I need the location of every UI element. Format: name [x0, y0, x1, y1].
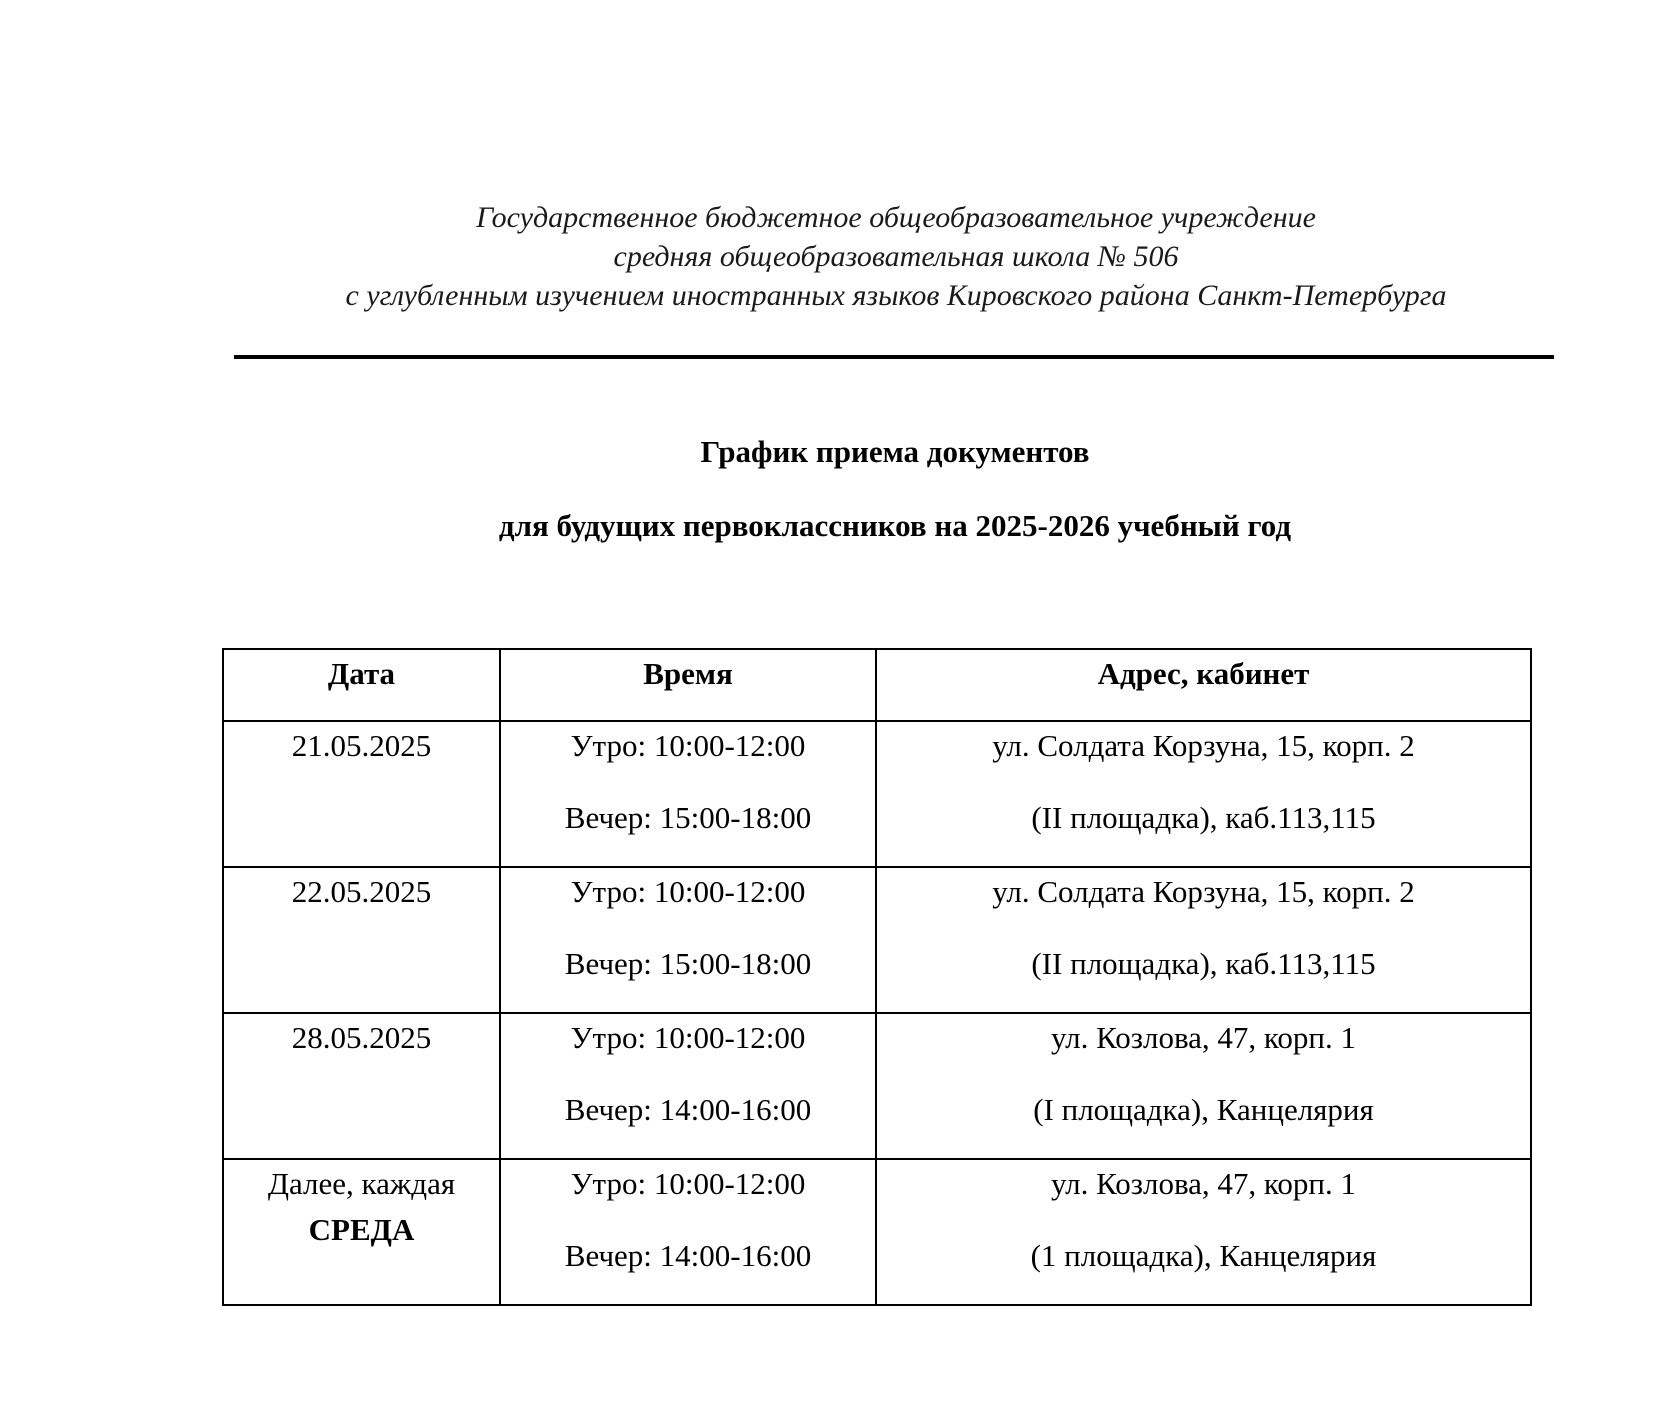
date-value: Далее, каждая [267, 1166, 456, 1201]
table-row [223, 867, 1531, 1013]
evening-time: Вечер: 14:00-16:00 [564, 1092, 812, 1127]
address-cell [876, 1159, 1531, 1305]
document-subtitle: для будущих первоклассников на 2025-2026 учебный год [498, 508, 1292, 543]
date-value: 28.05.2025 [291, 1020, 432, 1055]
time-cell [500, 1013, 876, 1159]
institution-name-line-2: средняя общеобразовательная школа № 506 [613, 240, 1179, 273]
document-title: График приема документов [700, 434, 1090, 469]
institution-name-line-3: с углубленным изучением иностранных языков Кировского района Санкт-Петербурга [345, 279, 1447, 312]
address-street: ул. Козлова, 47, корп. 1 [1050, 1166, 1357, 1201]
table-row [223, 1159, 1531, 1305]
institution-header [236, 198, 1556, 315]
address-street: ул. Солдата Корзуна, 15, корп. 2 [992, 728, 1415, 763]
evening-time: Вечер: 14:00-16:00 [564, 1238, 812, 1273]
morning-time: Утро: 10:00-12:00 [570, 874, 806, 909]
address-street: ул. Козлова, 47, корп. 1 [1050, 1020, 1357, 1055]
institution-name-line-1: Государственное бюджетное общеобразовательное учреждение [476, 201, 1316, 234]
column-header-time: Время [500, 649, 876, 721]
date-value: 22.05.2025 [291, 874, 432, 909]
morning-time: Утро: 10:00-12:00 [570, 1166, 806, 1201]
time-cell [500, 1159, 876, 1305]
time-cell [500, 721, 876, 867]
evening-time: Вечер: 15:00-18:00 [564, 800, 812, 835]
address-cell [876, 721, 1531, 867]
table-row [223, 721, 1531, 867]
table-row [223, 1013, 1531, 1159]
table-header-row [223, 649, 1531, 721]
address-cell [876, 867, 1531, 1013]
morning-time: Утро: 10:00-12:00 [570, 728, 806, 763]
address-room: (1 площадка), Канцелярия [1030, 1238, 1377, 1273]
evening-time: Вечер: 15:00-18:00 [564, 946, 812, 981]
address-room: (II площадка), каб.113,115 [1031, 946, 1376, 981]
schedule-table [222, 648, 1532, 1306]
date-value: 21.05.2025 [291, 728, 432, 763]
weekday-emphasis: СРЕДА [308, 1212, 415, 1247]
date-cell [223, 867, 500, 1013]
morning-time: Утро: 10:00-12:00 [570, 1020, 806, 1055]
column-header-date: Дата [223, 649, 500, 721]
address-cell [876, 1013, 1531, 1159]
date-cell [223, 1013, 500, 1159]
date-cell [223, 721, 500, 867]
header-divider [234, 355, 1554, 359]
address-room: (II площадка), каб.113,115 [1031, 800, 1376, 835]
date-cell [223, 1159, 500, 1305]
time-cell [500, 867, 876, 1013]
address-street: ул. Солдата Корзуна, 15, корп. 2 [992, 874, 1415, 909]
column-header-address: Адрес, кабинет [876, 649, 1531, 721]
address-room: (I площадка), Канцелярия [1033, 1092, 1374, 1127]
